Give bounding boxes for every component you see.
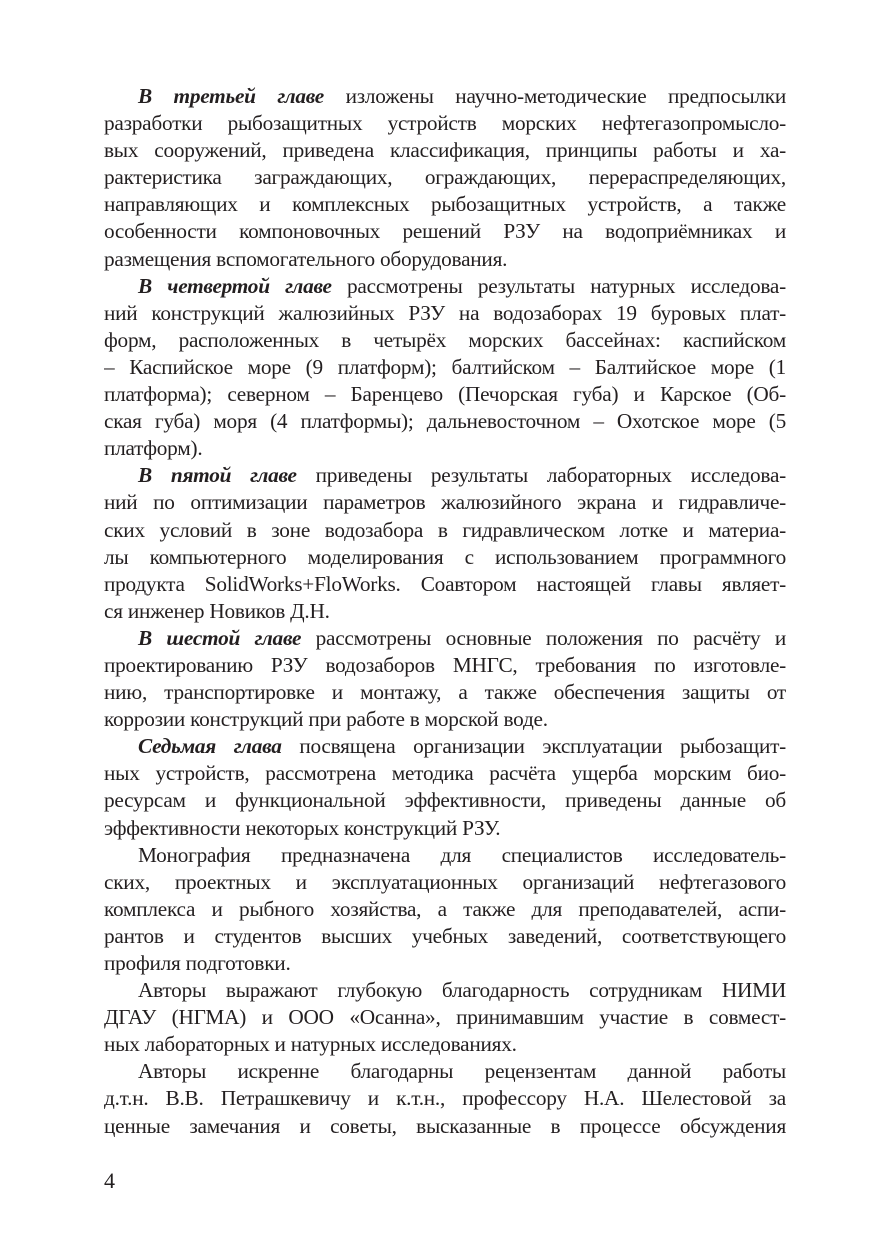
line-text: рантов и студентов высших учебных заведений, соответствующего [104, 923, 786, 948]
line-text: Авторы выражают глубокую благодарность сотрудникам НИМИ [138, 978, 786, 1003]
line-text: проектированию РЗУ водозаборов МНГС, требования по изготовле- [104, 652, 786, 677]
line-text: коррозии конструкций при работе в морской воде. [104, 707, 548, 732]
text-line [104, 1031, 786, 1058]
text-line [104, 869, 786, 896]
line-text: ресурсам и функциональной эффективности, приведены данные об [104, 788, 786, 813]
chapter-lead: Седьмая глава [138, 734, 282, 759]
paragraph [104, 83, 786, 273]
text-line [104, 544, 786, 571]
text-line [104, 83, 786, 110]
text-line [104, 354, 786, 381]
chapter-lead: В шестой главе [138, 625, 302, 650]
page-number: 4 [104, 1168, 115, 1193]
text-line [104, 787, 786, 814]
text-line [104, 571, 786, 598]
line-text: Монография предназначена для специалистов исследователь- [138, 842, 786, 867]
line-text: ценные замечания и советы, высказанные в процессе обсуждения [104, 1113, 786, 1138]
text-line [104, 191, 786, 218]
line-text: Авторы искренне благодарны рецензентам данной работы [138, 1059, 786, 1084]
line-text: направляющих и комплексных рыбозащитных устройств, а также [104, 192, 786, 217]
line-text: ний конструкций жалюзийных РЗУ на водозаборах 19 буровых плат- [104, 300, 786, 325]
line-text: эффективности некоторых конструкций РЗУ. [104, 815, 501, 840]
line-text: ных лабораторных и натурных исследованиях. [104, 1032, 517, 1057]
text-line [104, 977, 786, 1004]
text-line [104, 652, 786, 679]
line-text: посвящена организации эксплуатации рыбозащит- [281, 734, 786, 759]
text-line [104, 517, 786, 544]
text-line [104, 381, 786, 408]
line-text: ся инженер Новиков Д.Н. [104, 598, 330, 623]
paragraph [104, 842, 786, 977]
line-text: изложены научно-методические предпосылки [323, 84, 786, 108]
line-text: нию, транспортировке и монтажу, а также обеспечения защиты от [104, 680, 786, 705]
chapter-lead: В третьей главе [138, 84, 324, 108]
text-line [104, 164, 786, 191]
text-line [104, 110, 786, 137]
chapter-lead: В четвертой главе [138, 273, 332, 298]
text-line [104, 842, 786, 869]
text-line [104, 1004, 786, 1031]
text-line [104, 300, 786, 327]
chapter-lead: В пятой главе [138, 463, 297, 488]
line-text: платформ). [104, 436, 203, 461]
text-line [104, 137, 786, 164]
line-text: ская губа) моря (4 платформы); дальневосточном – Охотское море (5 [104, 409, 786, 434]
line-text: комплекса и рыбного хозяйства, а также для преподавателей, аспи- [104, 896, 786, 921]
line-text: продукта SolidWorks+FloWorks. Соавтором настоящей главы являет- [104, 571, 786, 596]
text-line [104, 733, 786, 760]
text-line [104, 625, 786, 652]
line-text: ских условий в зоне водозабора в гидравлическом лотке и материа- [104, 517, 786, 542]
text-line [104, 896, 786, 923]
line-text: размещения вспомогательного оборудования. [104, 246, 508, 271]
text-line [104, 435, 786, 462]
line-text: разработки рыбозащитных устройств морских нефтегазопромысло- [104, 111, 786, 136]
line-text: вых сооружений, приведена классификация, принципы работы и ха- [104, 138, 786, 163]
line-text: платформа); северном – Баренцево (Печорская губа) и Карское (Об- [104, 382, 786, 407]
line-text: рассмотрены основные положения по расчёту и [301, 625, 786, 650]
line-text: – Каспийское море (9 платформ); балтийском – Балтийское море (1 [104, 354, 786, 379]
line-text: профиля подготовки. [104, 951, 291, 975]
text-line [104, 246, 786, 273]
line-text: д.т.н. В.В. Петрашкевичу и к.т.н., профессору Н.А. Шелестовой за [104, 1086, 786, 1111]
text-line [104, 218, 786, 245]
text-line [104, 489, 786, 516]
line-text: лы компьютерного моделирования с использованием программного [104, 544, 786, 569]
text-line [104, 598, 786, 625]
line-text: рассмотрены результаты натурных исследова- [331, 273, 786, 298]
line-text: ных устройств, рассмотрена методика расчёта ущерба морским био- [104, 761, 786, 786]
line-text: приведены результаты лабораторных исследова- [296, 463, 786, 488]
body-text [104, 83, 786, 1140]
line-text: ДГАУ (НГМА) и ООО «Осанна», принимавшим участие в совмест- [104, 1005, 786, 1030]
paragraph [104, 1058, 786, 1139]
line-text: рактеристика заграждающих, ограждающих, перераспределяющих, [104, 165, 786, 190]
paragraph [104, 733, 786, 841]
text-line [104, 408, 786, 435]
text-line [104, 1058, 786, 1085]
paragraph [104, 625, 786, 733]
text-line [104, 815, 786, 842]
paragraph [104, 273, 786, 463]
text-line [104, 950, 786, 977]
paragraph [104, 462, 786, 625]
line-text: форм, расположенных в четырёх морских бассейнах: каспийском [104, 327, 786, 352]
line-text: ских, проектных и эксплуатационных организаций нефтегазового [104, 869, 786, 894]
text-line [104, 327, 786, 354]
line-text: особенности компоновочных решений РЗУ на водоприёмниках и [104, 219, 786, 244]
text-line [104, 923, 786, 950]
text-line [104, 273, 786, 300]
text-line [104, 760, 786, 787]
line-text: ний по оптимизации параметров жалюзийного экрана и гидравличе- [104, 490, 786, 515]
paragraph [104, 977, 786, 1058]
text-line [104, 679, 786, 706]
text-line [104, 706, 786, 733]
text-line [104, 1113, 786, 1140]
text-line [104, 1085, 786, 1112]
text-line [104, 462, 786, 489]
